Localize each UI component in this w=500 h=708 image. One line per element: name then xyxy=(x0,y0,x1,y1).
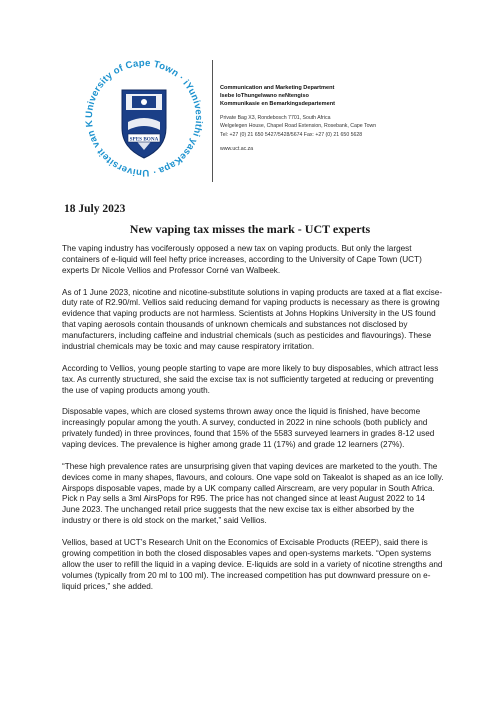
paragraph: The vaping industry has vociferously opposed a new tax on vaping products. But only the largest containers of e-liquid will feel hefty price increases, according to the University of Cape Town (UCT) experts Dr Nicole Vellios and Professor Corné van Walbeek. xyxy=(62,244,422,275)
website-link[interactable]: www.uct.ac.za xyxy=(220,146,254,152)
uct-logo xyxy=(76,50,212,186)
logo-ring-text: University of Cape Town · iYunivesithi yaseKapa · Universiteit van K xyxy=(83,57,205,179)
uct-crest-icon xyxy=(76,50,212,186)
article-body xyxy=(62,244,444,603)
address-block xyxy=(220,114,376,139)
dept-line: Kommunikasie en Bemarkingsdepartement xyxy=(220,101,336,107)
paragraph: Disposable vapes, which are closed systems thrown away once the liquid is finished, have become increasingly popular among the youth. A survey, conducted in 2022 in nine schools (both publicly and privately funded) in three provinces, found that 15% of the 5583 surveyed learners in grades 8-12 used vaping devices. The prevalence is higher among grade 11 (17%) and grade 12 learners (27%). xyxy=(62,407,435,449)
paragraph: “These high prevalence rates are unsurprising given that vaping devices are marketed to the youth. The devices come in many shapes, flavours, and colours. One vape sold on Takealot is shaped as an ice lolly. Airspops disposable vapes, made by a UK company called Airscream, are very popular in South Africa. Pick n Pay sells a 3ml AirsPops for R95. The price has not changed since at least August 2022 to 14 June 2023. The unchanged retail price suggests that the new excise tax is either absorbed by the industry or there is old stock on the market,” said Vellios. xyxy=(62,461,444,526)
article-title: New vaping tax misses the mark - UCT experts xyxy=(129,222,371,236)
dept-line: Isebe loThungelwano neNtengiso xyxy=(220,93,309,99)
address-line: Private Bag X3, Rondebosch 7701, South Africa xyxy=(220,115,331,121)
press-release-date: 18 July 2023 xyxy=(64,203,126,215)
header-divider xyxy=(212,60,213,182)
address-line: Welgelegen House, Chapel Road Extension, Rosebank, Cape Town xyxy=(220,123,377,130)
dept-line: Communication and Marketing Department xyxy=(220,85,335,91)
paragraph: As of 1 June 2023, nicotine and nicotine-substitute solutions in vaping products are taxed at a flat excise-duty rate of R2.90/ml. Vellios said reducing demand for vaping products is necessary as there is growing evidence that vaping products are not harmless. Scientists at Johns Hopkins University in the US found that vaping aerosols contain thousands of unknown chemicals and substances not disclosed by manufacturers, including caffeine and industrial chemicals (such as pesticides and flavourings). These industrial chemicals may be toxic and may cause respiratory irritation. xyxy=(62,287,443,352)
address-line: Tel: +27 (0) 21 650 5427/5428/5674 Fax: +27 (0) 21 650 5628 xyxy=(220,131,363,138)
crest-banner-text: SPES BONA xyxy=(129,136,159,143)
department-block xyxy=(220,84,335,108)
paragraph: Vellios, based at UCT’s Research Unit on the Economics of Excisable Products (REEP), said there is growing competition in both the closed disposables vapes and open-systems markets. “Open systems allow the user to refill the liquid in a vaping device. E-liquids are sold in a variety of nicotine strengths and volumes (typically from 20 ml to 100 ml). The increased competition has put downward pressure on e-liquid prices,” she added. xyxy=(62,537,443,591)
paragraph: According to Vellios, young people starting to vape are more likely to buy disposables, which attract less tax. As currently structured, she said the excise tax is not sufficiently targeted at reducing or preventing the use of vaping products among youth. xyxy=(62,363,439,395)
